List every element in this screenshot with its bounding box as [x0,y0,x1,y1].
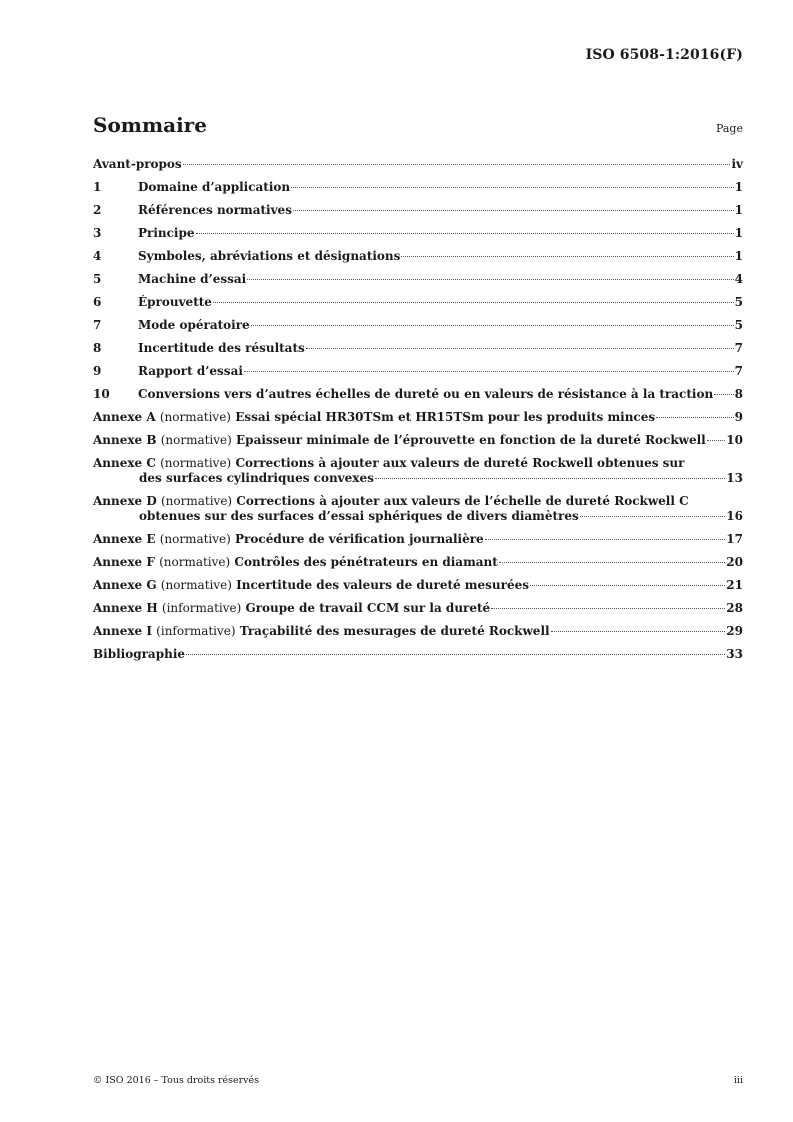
toc-entry-number: 5 [93,272,102,286]
toc-entry-number: 1 [93,180,102,194]
toc-entry[interactable] [93,318,743,333]
toc-entry[interactable] [93,272,743,287]
toc-entry[interactable] [93,364,743,379]
toc-entry-foreword[interactable] [93,157,743,172]
annex-title-continued: des surfaces cylindriques convexes [139,471,374,485]
toc-entry-page: 5 [734,318,743,332]
toc-entry-title: Références normatives [138,203,292,217]
toc-entry-number: 10 [93,387,110,401]
dot-leader [707,440,726,441]
toc-entry-page: 1 [734,226,743,240]
toc-annex-entry[interactable] [93,624,743,639]
toc-entry-page: 20 [726,555,743,569]
annex-title: Epaisseur minimale de l’éprouvette en fonction de la dureté Rockwell [236,433,706,447]
annex-title: Essai spécial HR30TSm et HR15TSm pour les produits minces [235,410,656,424]
toc-entry-title: Symboles, abréviations et désignations [138,249,401,263]
toc-annex-entry[interactable] [93,456,743,486]
toc-entry-title: Avant-propos [93,157,182,171]
toc-entry-bibliography[interactable] [93,647,743,662]
page-footer [93,1075,743,1086]
toc-entry-number: 6 [93,295,102,309]
dot-leader [551,631,726,632]
annex-title-continued: obtenues sur des surfaces d’essai sphériques de divers diamètres [139,509,579,523]
toc-entry-title: Principe [138,226,195,240]
toc-entry-page: 28 [726,601,743,615]
annex-type: (informative) [156,624,236,638]
dot-leader [183,164,731,165]
annex-label: Annexe H [93,601,158,615]
toc-entry[interactable] [93,203,743,218]
table-of-contents [93,157,743,662]
annex-label: Annexe D [93,494,157,508]
dot-leader [485,539,726,540]
annex-type: (normative) [160,494,233,508]
annex-title: Corrections à ajouter aux valeurs de dureté Rockwell obtenues sur [235,456,685,470]
toc-entry-number: 3 [93,226,102,240]
toc-entry-page: 17 [726,532,743,546]
document-id: ISO 6508-1:2016(F) [585,47,743,63]
annex-label: Annexe E [93,532,156,546]
toc-entry-title: Domaine d’application [138,180,291,194]
annex-type: (normative) [159,410,231,424]
toc-title: Sommaire [93,113,207,137]
dot-leader [293,210,734,211]
toc-annex-entry[interactable] [93,601,743,616]
toc-entry-page: 21 [726,578,743,592]
dot-leader [580,516,726,517]
annex-type: (informative) [161,601,242,615]
annex-label: Annexe C [93,456,156,470]
toc-entry-number: 9 [93,364,102,378]
toc-annex-entry[interactable] [93,494,743,524]
toc-entry-page: 7 [734,364,743,378]
dot-leader [196,233,734,234]
toc-entry-page: 1 [734,180,743,194]
page-number: iii [733,1075,743,1086]
toc-entry[interactable] [93,226,743,241]
toc-entry-page: 1 [734,249,743,263]
toc-entry-page: 7 [734,341,743,355]
annex-title: Incertitude des valeurs de dureté mesurées [236,578,529,592]
dot-leader [499,562,725,563]
toc-entry-title: Machine d’essai [138,272,247,286]
toc-header [93,113,743,137]
toc-entry-title: Bibliographie [93,647,186,661]
annex-title: Groupe de travail CCM sur la dureté [245,601,491,615]
page-column-label: Page [715,122,743,135]
toc-entry[interactable] [93,249,743,264]
toc-entry-page: 33 [726,647,743,661]
dot-leader [306,348,734,349]
annex-type: (normative) [159,532,231,546]
toc-annex-entry[interactable] [93,578,743,593]
toc-entry-title: Incertitude des résultats [138,341,305,355]
copyright-notice: © ISO 2016 – Tous droits réservés [93,1075,260,1086]
toc-entry-page: 9 [734,410,743,424]
dot-leader [247,279,733,280]
toc-entry-page: 5 [734,295,743,309]
annex-title: Contrôles des pénétrateurs en diamant [234,555,498,569]
annex-type: (normative) [159,555,231,569]
toc-entry-page: 4 [734,272,743,286]
dot-leader [491,608,725,609]
annex-label: Annexe F [93,555,155,569]
toc-entry-number: 7 [93,318,102,332]
annex-title: Traçabilité des mesurages de dureté Rockwell [239,624,550,638]
annex-title: Corrections à ajouter aux valeurs de l’échelle de dureté Rockwell C [236,494,689,508]
dot-leader [291,187,734,188]
dot-leader [401,256,733,257]
dot-leader [375,478,725,479]
dot-leader [186,654,725,655]
toc-entry[interactable] [93,180,743,195]
dot-leader [656,417,734,418]
annex-type: (normative) [160,433,232,447]
toc-entry-title: Conversions vers d’autres échelles de dureté ou en valeurs de résistance à la traction [138,387,714,401]
toc-entry-page: 13 [726,471,743,485]
toc-entry[interactable] [93,295,743,310]
dot-leader [714,394,733,395]
annex-label: Annexe A [93,410,156,424]
toc-entry-title: Éprouvette [138,295,212,309]
toc-entry-page: 16 [726,509,743,523]
toc-annex-entry[interactable] [93,555,743,570]
annex-label: Annexe G [93,578,157,592]
annex-title: Procédure de vérification journalière [235,532,484,546]
toc-entry-page: 29 [726,624,743,638]
dot-leader [530,585,725,586]
annex-type: (normative) [160,456,232,470]
toc-entry[interactable] [93,341,743,356]
annex-type: (normative) [160,578,232,592]
toc-entry-number: 4 [93,249,102,263]
toc-annex-entry[interactable] [93,532,743,547]
annex-label: Annexe B [93,433,157,447]
toc-entry-page: 8 [734,387,743,401]
dot-leader [213,302,734,303]
toc-entry-page: 10 [726,433,743,447]
toc-entry[interactable] [93,387,743,402]
toc-entry-title: Rapport d’essai [138,364,243,378]
toc-entry-title: Mode opératoire [138,318,250,332]
toc-entry-number: 8 [93,341,102,355]
toc-entry-page: 1 [734,203,743,217]
toc-annex-entry[interactable] [93,433,743,448]
toc-entry-number: 2 [93,203,102,217]
toc-entry-page: iv [731,157,743,171]
toc-annex-entry[interactable] [93,410,743,425]
dot-leader [251,325,734,326]
annex-label: Annexe I [93,624,152,638]
dot-leader [244,371,734,372]
